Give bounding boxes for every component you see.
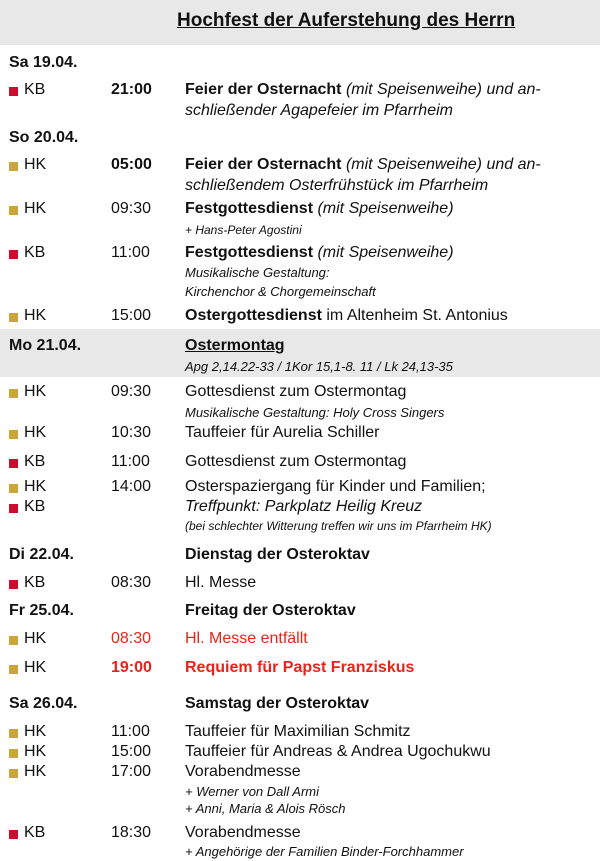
hk-marker-icon — [9, 206, 18, 215]
event-time: 17:00 — [111, 763, 152, 780]
event-title: Tauffeier für Maximilian Schmitz — [185, 723, 411, 740]
event-note: Musikalische Gestaltung: — [185, 265, 330, 280]
kb-marker-icon — [9, 830, 18, 839]
event-note: + Werner von Dall Armi — [185, 784, 320, 799]
day-date: Di 22.04. — [9, 546, 74, 563]
hk-marker-icon — [9, 665, 18, 674]
kb-marker-icon — [9, 580, 18, 589]
event-title — [185, 81, 541, 99]
hk-marker-icon — [9, 729, 18, 738]
hk-marker-icon — [9, 636, 18, 645]
event-note: (bei schlechter Witterung treffen wir uns im Pfarrheim HK) — [185, 519, 492, 533]
event-note: + Anni, Maria & Alois Rösch — [185, 801, 346, 816]
event-title: Vorabendmesse — [185, 824, 301, 841]
event-title: Requiem für Papst Franziskus — [185, 659, 415, 676]
event-time: 11:00 — [111, 723, 150, 740]
day-title: Ostermontag — [185, 337, 285, 354]
page-title: Hochfest der Auferstehung des Herrn — [177, 10, 516, 31]
event-title — [185, 200, 454, 218]
day-date: Fr 25.04. — [9, 602, 74, 619]
event-title-main: Feier der Osternacht — [185, 81, 342, 98]
event-title-suffix: (mit Speisenweihe) — [313, 244, 454, 261]
day-readings: Apg 2,14.22-33 / 1Kor 15,1-8. 11 / Lk 24,13-35 — [185, 359, 453, 374]
event-time: 10:30 — [111, 424, 152, 441]
location-label: HK — [24, 763, 47, 780]
event-time: 18:30 — [111, 824, 152, 841]
event-title-cont: schließendem Osterfrühstück im Pfarrheim — [185, 177, 489, 194]
event-title — [185, 307, 508, 325]
location-label: KB — [24, 81, 46, 98]
kb-marker-icon — [9, 250, 18, 259]
event-time: 08:30 — [111, 630, 152, 647]
hk-marker-icon — [9, 769, 18, 778]
event-title: Hl. Messe — [185, 574, 257, 591]
event-time: 08:30 — [111, 574, 152, 591]
day-date: Sa 19.04. — [9, 54, 78, 71]
event-title: Tauffeier für Andreas & Andrea Ugochukwu — [185, 743, 491, 760]
location-label: HK — [24, 659, 47, 676]
location-label: HK — [24, 424, 47, 441]
event-time: 19:00 — [111, 659, 152, 676]
event-time: 05:00 — [111, 156, 152, 173]
event-title-main: Ostergottesdienst — [185, 307, 322, 324]
location-label: HK — [24, 630, 47, 647]
day-date: So 20.04. — [9, 129, 79, 146]
event-title-main: Feier der Osternacht — [185, 156, 342, 173]
hk-marker-icon — [9, 389, 18, 398]
event-title: Hl. Messe entfällt — [185, 630, 308, 647]
event-note: Musikalische Gestaltung: Holy Cross Singers — [185, 405, 445, 420]
event-title-main: Festgottesdienst — [185, 244, 314, 261]
header-band — [0, 0, 600, 45]
event-title: Gottesdienst zum Ostermontag — [185, 383, 407, 400]
event-title-main: Festgottesdienst — [185, 200, 314, 217]
location-label: HK — [24, 200, 47, 217]
event-time: 14:00 — [111, 478, 152, 495]
location-label: HK — [24, 156, 47, 173]
event-title-suffix: (mit Speisenweihe) und an- — [341, 81, 541, 98]
event-title-suffix: (mit Speisenweihe) — [313, 200, 454, 217]
event-time: 09:30 — [111, 383, 152, 400]
day-title: Freitag der Osteroktav — [185, 602, 356, 619]
hk-marker-icon — [9, 749, 18, 758]
event-time: 11:00 — [111, 453, 150, 470]
event-note: + Angehörige der Familien Binder-Forchhammer — [185, 844, 464, 859]
event-title: Tauffeier für Aurelia Schiller — [185, 424, 380, 441]
kb-marker-icon — [9, 87, 18, 96]
location-label: HK — [24, 743, 47, 760]
event-note: Treffpunkt: Parkplatz Heilig Kreuz — [185, 498, 423, 515]
event-time: 11:00 — [111, 244, 150, 261]
kb-marker-icon — [9, 459, 18, 468]
event-title — [185, 244, 454, 262]
location-label: KB — [24, 574, 46, 591]
event-time: 09:30 — [111, 200, 152, 217]
location-label: HK — [24, 478, 47, 495]
event-note: + Hans-Peter Agostini — [185, 223, 302, 237]
hk-marker-icon — [9, 162, 18, 171]
day-date: Sa 26.04. — [9, 695, 78, 712]
location-label: HK — [24, 383, 47, 400]
day-title: Dienstag der Osteroktav — [185, 546, 370, 563]
event-title: Vorabendmesse — [185, 763, 301, 780]
event-note: Kirchenchor & Chorgemeinschaft — [185, 284, 376, 299]
location-label: KB — [24, 453, 46, 470]
location-label: KB — [24, 244, 46, 261]
event-title-suffix: im Altenheim St. Antonius — [321, 307, 508, 324]
location-label: KB — [24, 498, 46, 515]
day-title: Samstag der Osteroktav — [185, 695, 370, 712]
location-label: HK — [24, 307, 47, 324]
event-time: 21:00 — [111, 81, 152, 98]
event-title-suffix: (mit Speisenweihe) und an- — [341, 156, 541, 173]
event-title — [185, 156, 541, 174]
event-title: Osterspaziergang für Kinder und Familien; — [185, 478, 486, 495]
event-time: 15:00 — [111, 743, 152, 760]
event-title-cont: schließender Agapefeier im Pfarrheim — [185, 102, 453, 119]
kb-marker-icon — [9, 504, 18, 513]
location-label: HK — [24, 723, 47, 740]
hk-marker-icon — [9, 313, 18, 322]
day-date: Mo 21.04. — [9, 337, 82, 354]
hk-marker-icon — [9, 484, 18, 493]
location-label: KB — [24, 824, 46, 841]
hk-marker-icon — [9, 430, 18, 439]
event-title: Gottesdienst zum Ostermontag — [185, 453, 407, 470]
event-time: 15:00 — [111, 307, 152, 324]
